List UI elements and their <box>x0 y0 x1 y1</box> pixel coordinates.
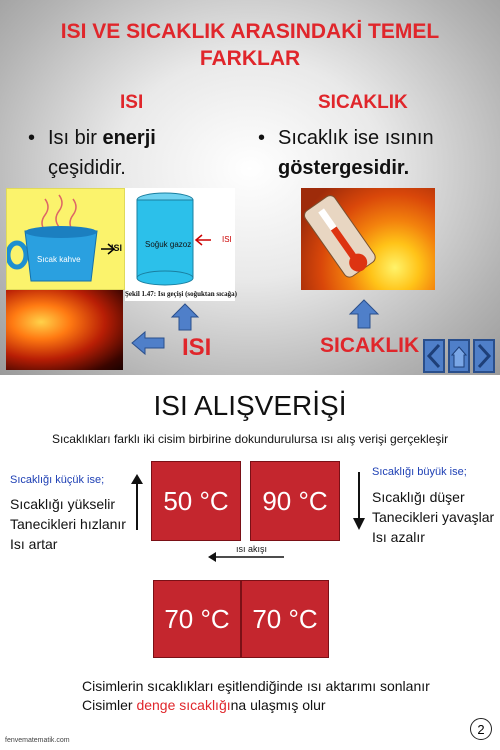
hot-effects <box>372 487 494 547</box>
isi-bottom-label: ISI <box>182 334 212 361</box>
conclusion-text: Cisimler <box>82 697 137 713</box>
cold-condition-label: Sıcaklığı küçük ise; <box>10 474 105 486</box>
sicaklik-column-heading: SICAKLIK <box>318 92 408 113</box>
slide-title <box>20 18 480 72</box>
hot-condition-label: Sıcaklığı büyük ise; <box>372 466 467 478</box>
sicaklik-bottom-label: SICAKLIK <box>320 334 420 357</box>
page-number-badge: 2 <box>470 718 492 740</box>
slide2-heading: ISI ALIŞVERİŞİ <box>153 390 347 421</box>
cold-effect-line: Sıcaklığı yükselir <box>10 496 116 512</box>
cold-body-box: 50 °C <box>151 461 241 541</box>
up-arrow-icon <box>348 298 380 330</box>
sicaklik-bullet-bold: göstergesidir. <box>278 157 410 179</box>
equilibrium-box-right: 70 °C <box>241 580 329 658</box>
home-icon <box>450 341 468 371</box>
equilibrium-box-left: 70 °C <box>153 580 241 658</box>
chevron-left-icon <box>425 341 443 371</box>
nav-previous-button[interactable] <box>423 339 445 373</box>
figure-caption: Şekil 1.47: Isı geçişi (soğuktan sıcağa) <box>125 290 238 298</box>
thermometer-sun-image <box>301 188 435 290</box>
heat-flow-label: ısı akışı <box>236 544 268 554</box>
conclusion-line-1: Cisimlerin sıcaklıkları eşitlendiğinde ısı aktarımı sonlanır <box>82 678 430 694</box>
soda-can-icon <box>125 188 235 288</box>
isi-bullet-text: Isı bir <box>48 127 103 149</box>
cold-effects <box>10 494 126 554</box>
hot-effect-line: Sıcaklığı düşer <box>372 489 465 505</box>
nav-next-button[interactable] <box>473 339 495 373</box>
bullet-dot-icon: • <box>28 127 36 149</box>
arrow-down-icon <box>352 470 366 532</box>
soda-label: Soğuk gazoz <box>145 240 192 249</box>
fire-image <box>6 290 123 370</box>
conclusion-line-2 <box>82 695 326 715</box>
coffee-heat-label: ISI <box>111 243 123 253</box>
up-arrow-icon <box>170 302 200 332</box>
bullet-dot-icon: • <box>258 127 266 149</box>
conclusion-text: na ulaşmış olur <box>230 697 326 713</box>
title-line-1: ISI VE SICAKLIK ARASINDAKİ TEMEL <box>60 20 440 43</box>
arrow-up-icon <box>130 472 144 532</box>
title-line-2: FARKLAR <box>199 47 301 70</box>
coffee-cup-icon <box>7 189 124 289</box>
hot-effect-line: Tanecikleri yavaşlar <box>372 509 495 525</box>
cold-effect-line: Isı artar <box>10 536 58 552</box>
soda-heat-label: ISI <box>222 235 232 244</box>
chevron-right-icon <box>475 341 493 371</box>
isi-bullet <box>28 123 238 183</box>
hot-effect-line: Isı azalır <box>372 529 425 545</box>
cold-effect-line: Tanecikleri hızlanır <box>10 516 126 532</box>
sicaklik-bullet <box>258 123 493 183</box>
sicaklik-bullet-text: Sıcaklık ise ısının <box>278 127 434 149</box>
equilibrium-temperature-term: denge sıcaklığı <box>136 697 231 713</box>
isi-bullet-bold: enerji <box>102 127 156 149</box>
slide2-intro: Sıcaklıkları farklı iki cisim birbirine dokundurulursa ısı alış verişi gerçekleşir <box>51 432 449 446</box>
hot-body-box: 90 °C <box>250 461 340 541</box>
isi-column-heading: ISI <box>120 92 144 113</box>
coffee-label: Sıcak kahve <box>37 255 81 264</box>
thermometer-icon <box>301 188 435 290</box>
footer-website: fenvematematik.com <box>5 737 70 744</box>
hot-coffee-image <box>6 188 125 290</box>
nav-home-button[interactable] <box>448 339 470 373</box>
isi-bullet-text-2: çeşididir. <box>48 157 126 179</box>
left-arrow-icon <box>130 330 166 356</box>
cold-soda-figure <box>125 188 238 301</box>
